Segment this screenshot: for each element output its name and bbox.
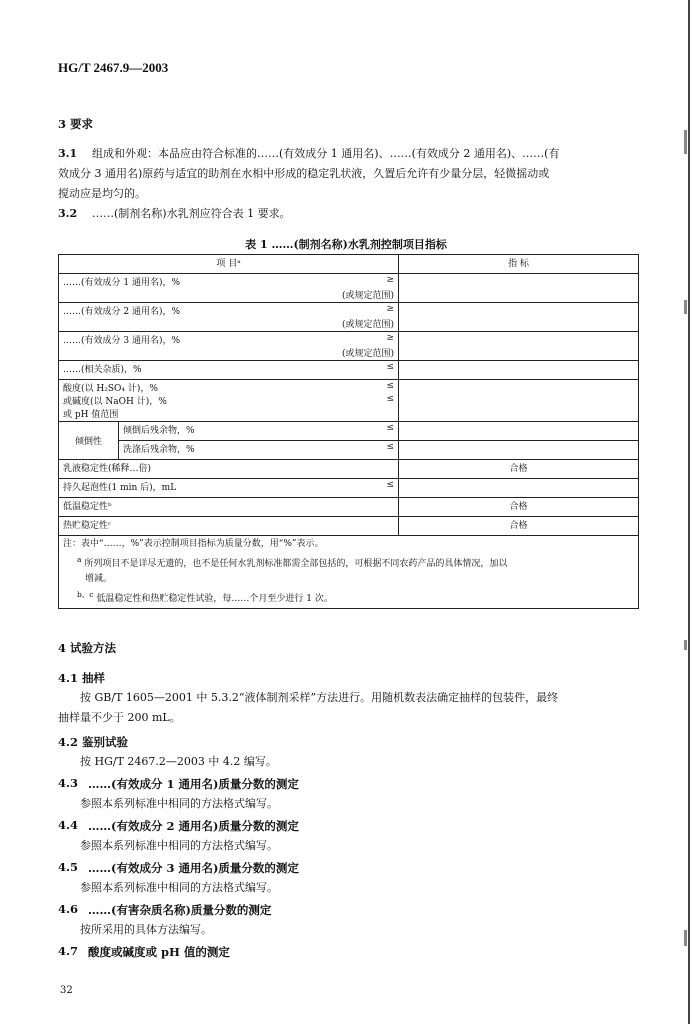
row-value: 合格	[399, 517, 639, 536]
row-symbol: ≤	[386, 362, 394, 372]
clause-4-7-number: 4.7	[58, 944, 79, 958]
row-value	[399, 479, 639, 498]
row-label: ……(有效成分 2 通用名)，%	[63, 307, 181, 317]
table-notes	[59, 536, 639, 609]
row-cell	[59, 479, 399, 498]
clause-4-5-heading: ……(有效成分 3 通用名)质量分数的测定	[88, 861, 299, 875]
table-row	[59, 422, 639, 441]
note-a-mark: a	[77, 555, 82, 564]
clause-4-6-heading: ……(有害杂质名称)质量分数的测定	[88, 903, 272, 917]
row-range: (或规定范围)	[341, 291, 394, 301]
table-row	[59, 274, 639, 303]
row-symbol: ≥	[386, 333, 394, 343]
row-symbol: ≤	[386, 381, 394, 391]
row-label: 持久起泡性(1 min 后)，mL	[63, 483, 177, 493]
row-value	[399, 361, 639, 380]
clause-4-3-number: 4.3	[58, 776, 79, 790]
table-row	[59, 517, 639, 536]
row-cell	[119, 422, 399, 441]
row-range: (或规定范围)	[341, 320, 394, 330]
section-4-heading: 4 试验方法	[58, 641, 117, 655]
row-value	[399, 274, 639, 303]
row-group-label: 倾倒性	[59, 422, 119, 460]
row-cell	[59, 274, 399, 303]
row-label: 洗涤后残余物，%	[123, 445, 195, 455]
clause-4-7-heading: 酸度或碱度或 pH 值的测定	[88, 945, 230, 959]
clause-3-1-line-2: 效成分 3 通用名)原药与适宜的助剂在水相中形成的稳定乳状液，久置后允许有少量分层，轻微摇动或	[58, 167, 550, 180]
table-1-title: 表 1 ……(制剂名称)水乳剂控制项目指标	[245, 238, 447, 251]
table-row	[59, 441, 639, 460]
row-label: 热贮稳定性ᶜ	[59, 517, 399, 536]
clause-4-4-number: 4.4	[58, 818, 79, 832]
clause-4-3-heading: ……(有效成分 1 通用名)质量分数的测定	[88, 777, 299, 791]
clause-4-6-text: 按所采用的具体方法编写。	[80, 923, 212, 936]
note-bc	[63, 587, 634, 607]
note-a-line-2: 增减。	[85, 574, 113, 584]
row-cell	[119, 441, 399, 460]
clause-4-6-number: 4.6	[58, 902, 79, 916]
row-symbol: ≥	[386, 304, 394, 314]
table-row	[59, 303, 639, 332]
row-value	[399, 422, 639, 441]
row-label: 乳液稳定性(稀释…倍)	[59, 460, 399, 479]
row-cell	[59, 380, 399, 422]
row-label: ……(相关杂质)，%	[63, 365, 142, 375]
table-notes-row	[59, 536, 639, 609]
table-row	[59, 361, 639, 380]
row-value	[399, 380, 639, 422]
table-row	[59, 479, 639, 498]
clause-3-1-line-3: 搅动应是均匀的。	[58, 187, 146, 200]
note-bc-text: 低温稳定性和热贮稳定性试验，每……个月至少进行 1 次。	[96, 594, 333, 604]
clause-4-5-text: 参照本系列标准中相同的方法格式编写。	[80, 881, 278, 894]
row-label: ……(有效成分 1 通用名)，%	[63, 278, 181, 288]
row-value	[399, 332, 639, 361]
header-item: 项 目ᵃ	[59, 255, 399, 274]
clause-3-2-number: 3.2	[58, 207, 78, 220]
clause-3-2-text: ……(制剂名称)水乳剂应符合表 1 要求。	[92, 207, 291, 220]
row-label: 酸度(以 H₂SO₄ 计)，%	[63, 384, 158, 394]
clause-3-1-number: 3.1	[58, 147, 78, 160]
header-value: 指 标	[399, 255, 639, 274]
row-value: 合格	[399, 460, 639, 479]
clause-4-2-text: 按 HG/T 2467.2—2003 中 4.2 编写。	[80, 755, 277, 768]
row-value	[399, 441, 639, 460]
row-symbol: ≤	[386, 442, 394, 452]
row-range: (或规定范围)	[341, 349, 394, 359]
row-label: 或碱度(以 NaOH 计)，%	[63, 397, 167, 407]
row-cell	[59, 303, 399, 332]
row-value: 合格	[399, 498, 639, 517]
row-label: 倾倒后残余物，%	[123, 426, 195, 436]
clause-4-1-line-2: 抽样量不少于 200 mL。	[58, 711, 181, 724]
table-row	[59, 380, 639, 422]
clause-4-1-heading: 4.1 抽样	[58, 671, 106, 685]
document-code: HG/T 2467.9—2003	[58, 60, 169, 75]
section-3-heading: 3 要求	[58, 117, 94, 131]
table-row	[59, 498, 639, 517]
row-label: ……(有效成分 3 通用名)，%	[63, 336, 181, 346]
clause-4-4-text: 参照本系列标准中相同的方法格式编写。	[80, 839, 278, 852]
row-symbol: ≤	[386, 394, 394, 404]
control-items-table	[58, 254, 639, 609]
row-cell	[59, 332, 399, 361]
clause-4-2-heading: 4.2 鉴别试验	[58, 735, 129, 749]
table-row	[59, 332, 639, 361]
table-row	[59, 460, 639, 479]
row-symbol: ≥	[386, 275, 394, 285]
row-symbol: ≤	[386, 480, 394, 490]
clause-3-1-line-1: 组成和外观：本品应由符合标准的……(有效成分 1 通用名)、……(有效成分 2 通用名)、……(有	[92, 147, 560, 160]
note-a	[63, 552, 634, 572]
note-1: 注：表中“……，%”表示控制项目指标为质量分数，用“%”表示。	[63, 539, 324, 549]
table-header-row	[59, 255, 639, 274]
clause-4-5-number: 4.5	[58, 860, 79, 874]
row-cell	[59, 361, 399, 380]
clause-4-1-line-1: 按 GB/T 1605—2001 中 5.3.2“液体制剂采样”方法进行。用随机数表法确定抽样的包装件，最终	[80, 691, 559, 704]
row-label: 或 pH 值范围	[63, 410, 119, 420]
note-bc-mark: b、c	[77, 590, 94, 599]
row-value	[399, 303, 639, 332]
clause-4-4-heading: ……(有效成分 2 通用名)质量分数的测定	[88, 819, 299, 833]
page-number: 32	[60, 985, 73, 996]
clause-4-3-text: 参照本系列标准中相同的方法格式编写。	[80, 797, 278, 810]
note-a-line-1: 所列项目不是详尽无遗的，也不是任何水乳剂标准都需全部包括的，可根据不同农药产品的具体情况，加以	[84, 559, 508, 569]
scan-edge-line	[688, 0, 690, 1024]
row-symbol: ≤	[386, 423, 394, 433]
row-label: 低温稳定性ᵇ	[59, 498, 399, 517]
